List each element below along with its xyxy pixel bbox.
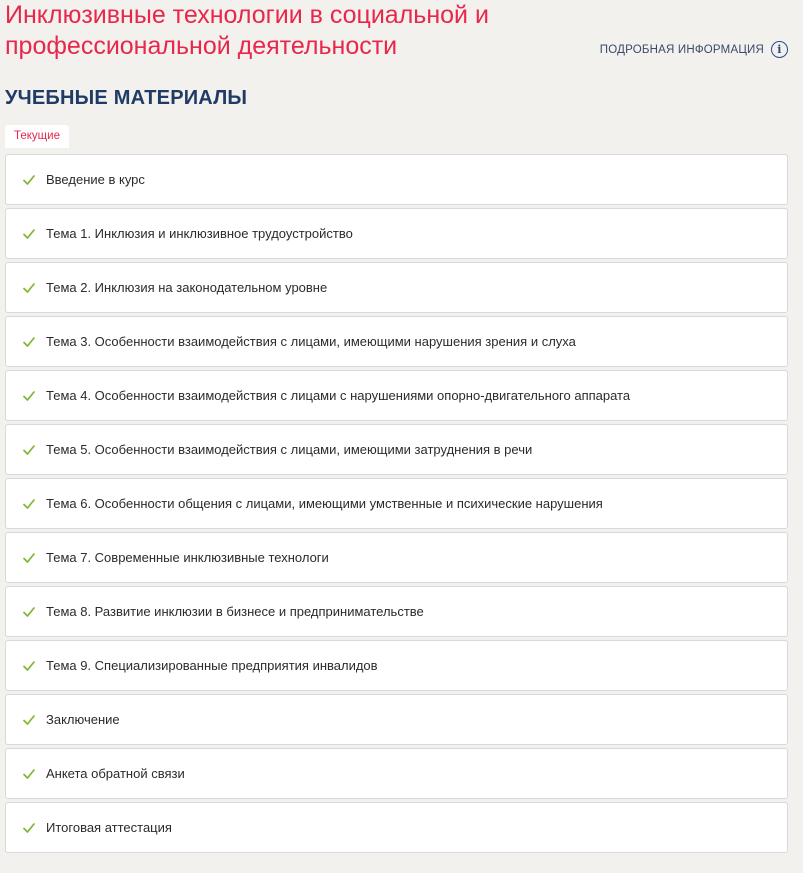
check-icon [23,660,35,672]
check-icon [23,606,35,618]
material-item[interactable] [5,532,788,583]
check-icon [23,552,35,564]
material-item[interactable] [5,802,788,853]
material-item-label: Введение в курс [46,172,145,187]
info-icon: i [771,41,788,58]
material-item[interactable] [5,262,788,313]
material-item-label: Итоговая аттестация [46,820,172,835]
check-icon [23,228,35,240]
material-item[interactable] [5,154,788,205]
check-icon [23,336,35,348]
material-item-label: Тема 9. Специализированные предприятия инвалидов [46,658,378,673]
check-icon [23,174,35,186]
material-item[interactable] [5,424,788,475]
material-item-label: Тема 5. Особенности взаимодействия с лицами, имеющими затруднения в речи [46,442,533,457]
check-icon [23,498,35,510]
material-item[interactable] [5,586,788,637]
material-item[interactable] [5,208,788,259]
check-icon [23,390,35,402]
more-info-label: ПОДРОБНАЯ ИНФОРМАЦИЯ [599,43,764,56]
course-title: Инклюзивные технологии в социальной и профессиональной деятельности [5,1,489,60]
material-item-label: Тема 2. Инклюзия на законодательном уровне [46,280,328,295]
material-item-label: Тема 6. Особенности общения с лицами, имеющими умственные и психические нарушения [46,496,603,511]
material-item-label: Тема 8. Развитие инклюзии в бизнесе и предпринимательстве [46,604,424,619]
materials-list [5,154,788,856]
tab-current[interactable]: Текущие [5,125,69,148]
material-item[interactable] [5,748,788,799]
section-title: УЧЕБНЫЕ МАТЕРИАЛЫ [5,87,248,109]
material-item-label: Тема 1. Инклюзия и инклюзивное трудоустройство [46,226,353,241]
check-icon [23,282,35,294]
check-icon [23,714,35,726]
check-icon [23,822,35,834]
material-item-label: Заключение [46,712,120,727]
check-icon [23,444,35,456]
material-item[interactable] [5,694,788,745]
material-item[interactable] [5,478,788,529]
check-icon [23,768,35,780]
material-item[interactable] [5,370,788,421]
material-item-label: Тема 7. Современные инклюзивные технологи [46,550,329,565]
material-item-label: Анкета обратной связи [46,766,185,781]
more-info-link[interactable] [600,41,788,58]
material-item-label: Тема 4. Особенности взаимодействия с лицами с нарушениями опорно-двигательного аппарата [46,388,631,403]
material-item[interactable] [5,316,788,367]
material-item[interactable] [5,640,788,691]
material-item-label: Тема 3. Особенности взаимодействия с лицами, имеющими нарушения зрения и слуха [46,334,576,349]
